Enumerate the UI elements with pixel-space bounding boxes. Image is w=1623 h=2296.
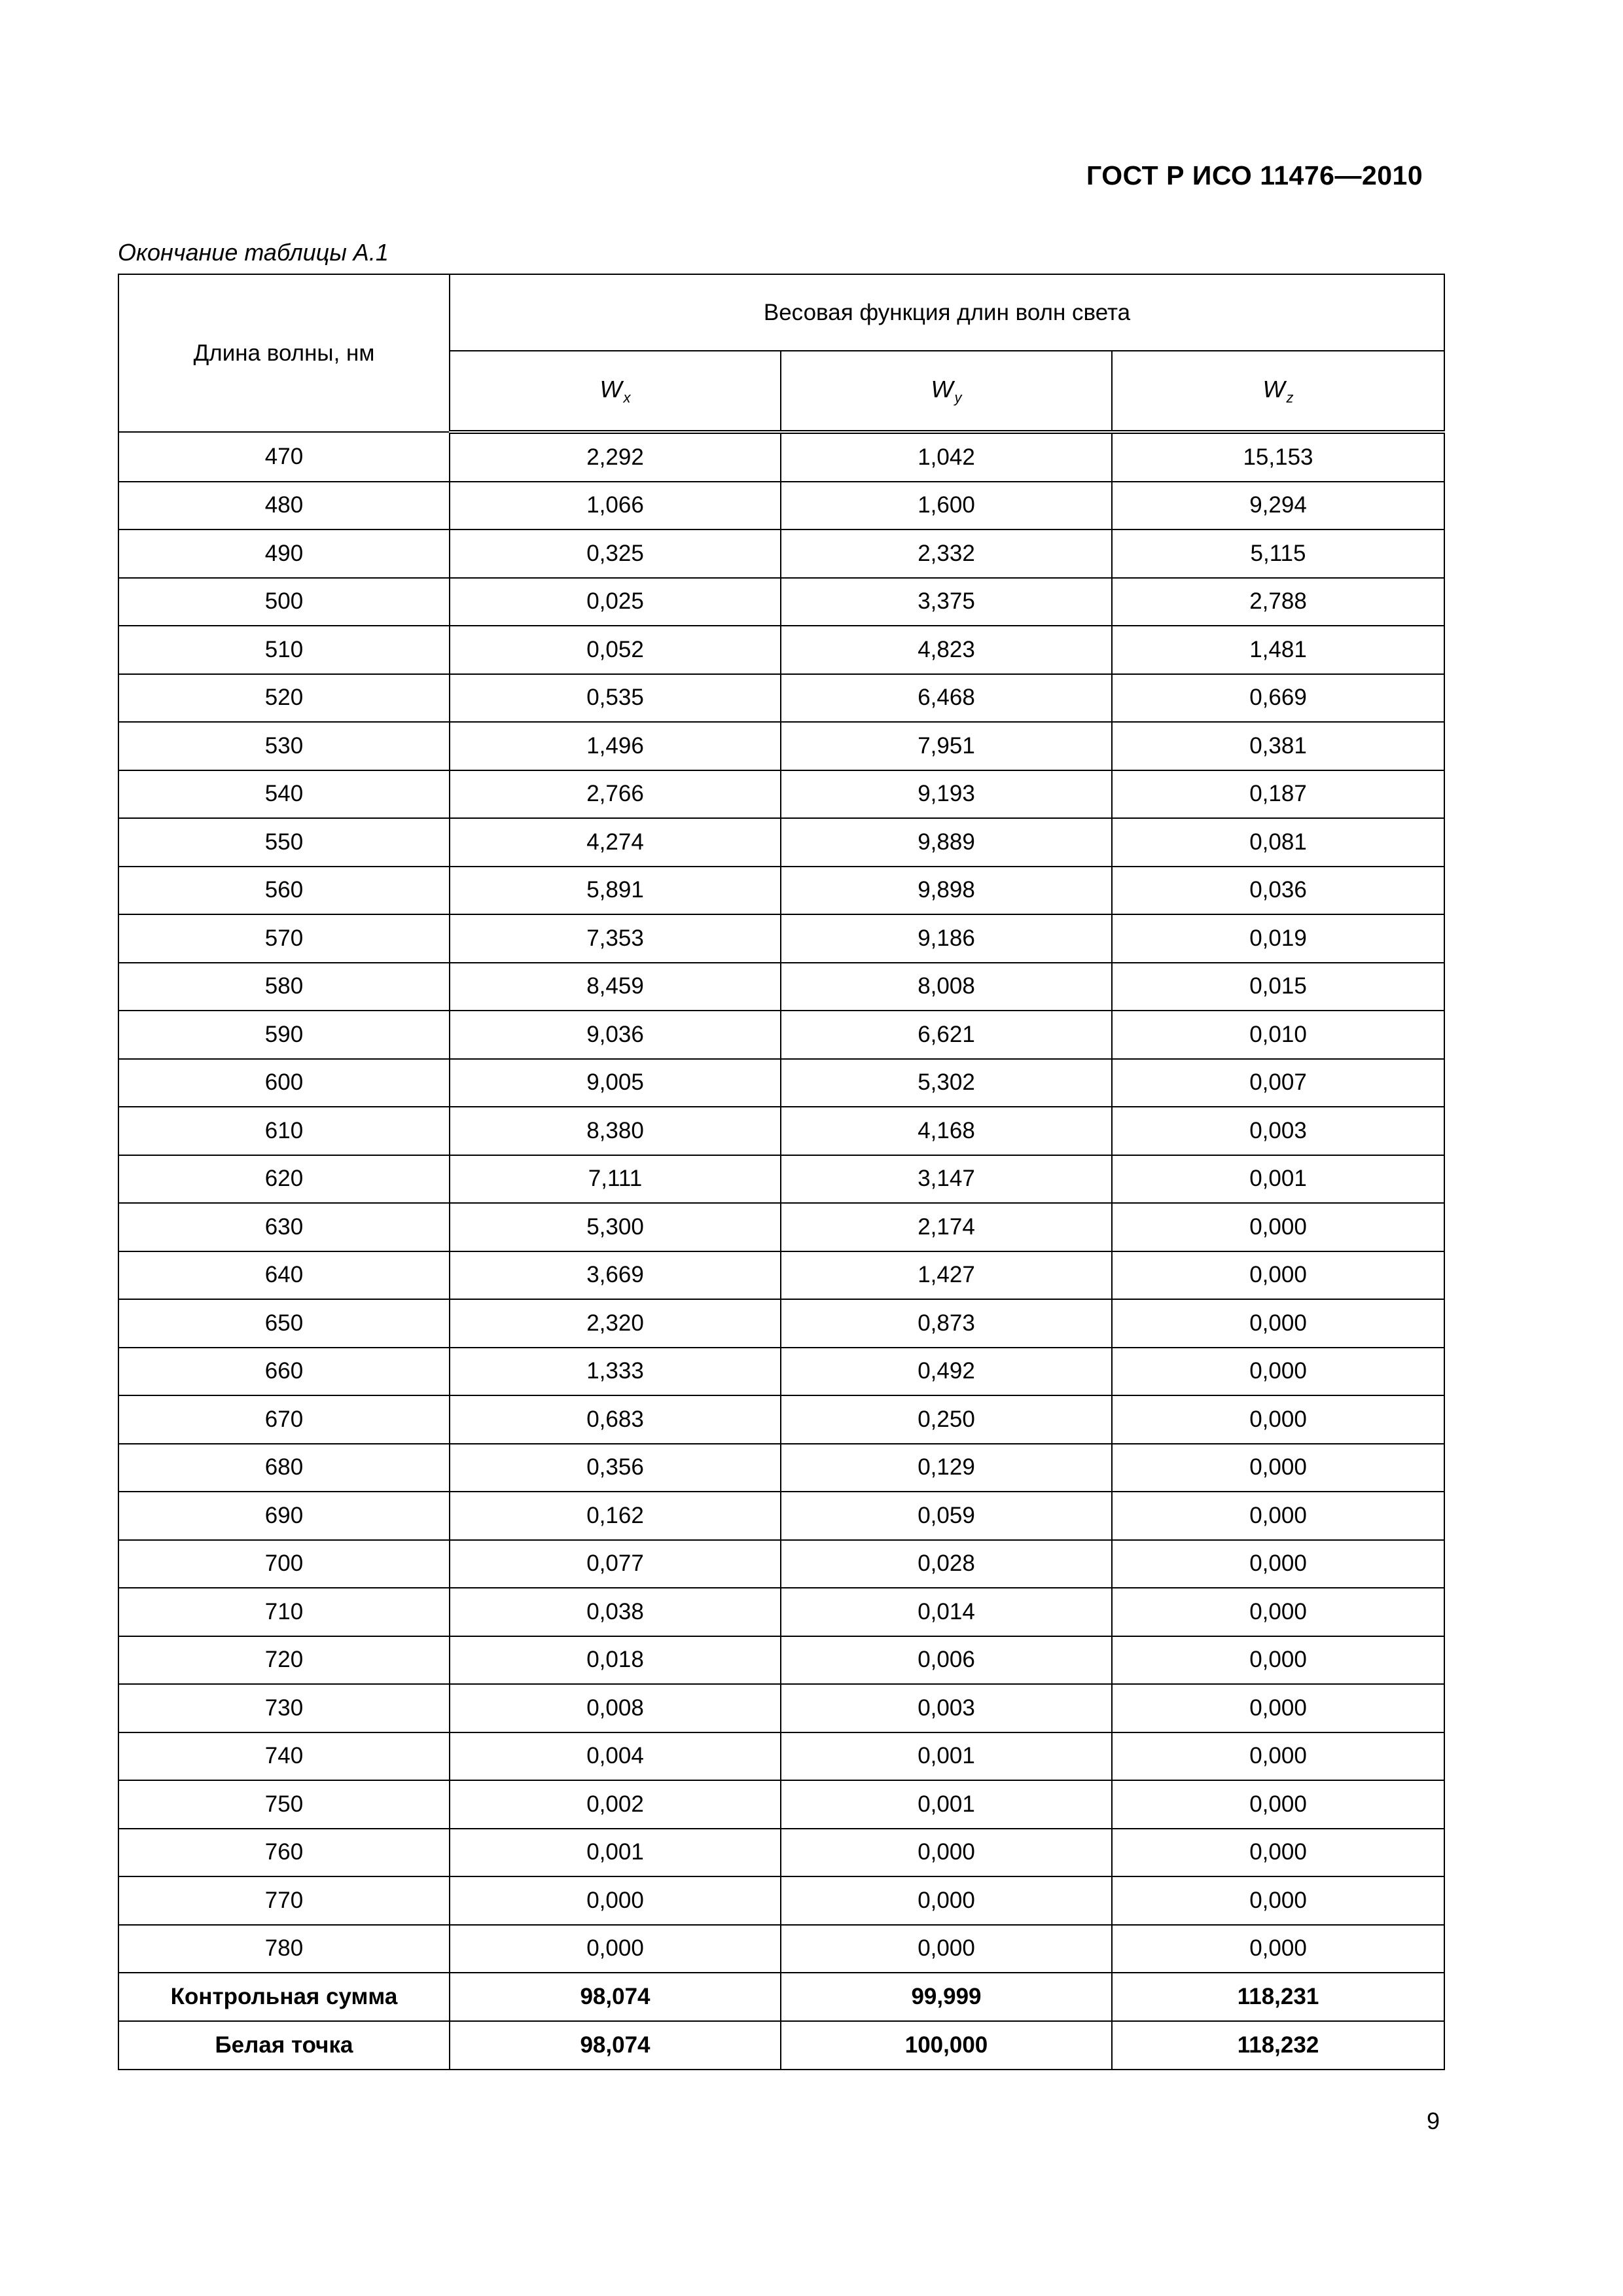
table-cell: 0,000	[1112, 1540, 1444, 1588]
table-cell: 6,621	[781, 1011, 1112, 1059]
table-cell: 770	[118, 1876, 450, 1925]
table-row	[118, 1155, 1444, 1204]
table-cell: 7,111	[450, 1155, 781, 1204]
table-cell: 0,015	[1112, 963, 1444, 1011]
table-cell: 9,005	[450, 1059, 781, 1107]
table-cell: 7,353	[450, 914, 781, 963]
table-cell: 0,129	[781, 1444, 1112, 1492]
table-row	[118, 674, 1444, 723]
header-wy-sub: y	[954, 389, 962, 406]
table-cell: 0,003	[781, 1684, 1112, 1732]
table-cell: 0,002	[450, 1780, 781, 1829]
table-cell: 99,999	[781, 1973, 1112, 2021]
table-cell: 0,000	[781, 1829, 1112, 1877]
table-cell: 730	[118, 1684, 450, 1732]
table-cell: 5,302	[781, 1059, 1112, 1107]
table-cell: 0,006	[781, 1636, 1112, 1685]
table-cell: 630	[118, 1203, 450, 1251]
table-cell: 750	[118, 1780, 450, 1829]
table-cell: 0,250	[781, 1395, 1112, 1444]
table-row	[118, 1059, 1444, 1107]
table-cell: 610	[118, 1107, 450, 1155]
table-cell: 0,162	[450, 1492, 781, 1540]
table-cell: 590	[118, 1011, 450, 1059]
table-row	[118, 1299, 1444, 1348]
table-cell: 740	[118, 1732, 450, 1781]
table-cell: 9,898	[781, 867, 1112, 915]
table-cell: 0,000	[1112, 1829, 1444, 1877]
table-cell: 0,381	[1112, 722, 1444, 770]
table-row	[118, 1540, 1444, 1588]
table-row	[118, 1492, 1444, 1540]
header-wavelength: Длина волны, нм	[118, 274, 450, 432]
table-cell: 480	[118, 482, 450, 530]
summary-row	[118, 2021, 1444, 2070]
table-cell: 0,059	[781, 1492, 1112, 1540]
table-cell: 0,000	[1112, 1203, 1444, 1251]
table-cell: 15,153	[1112, 432, 1444, 482]
table-row	[118, 1251, 1444, 1300]
table-cell: 540	[118, 770, 450, 819]
table-cell: 530	[118, 722, 450, 770]
table-cell: 470	[118, 432, 450, 482]
table-cell: 1,333	[450, 1348, 781, 1396]
table-cell: 3,147	[781, 1155, 1112, 1204]
table-row	[118, 722, 1444, 770]
table-row	[118, 1011, 1444, 1059]
table-cell: 9,036	[450, 1011, 781, 1059]
table-cell: 550	[118, 818, 450, 867]
table-cell: 0,001	[781, 1732, 1112, 1781]
table-row	[118, 1348, 1444, 1396]
table-row	[118, 1780, 1444, 1829]
table-caption: Окончание таблицы А.1	[118, 239, 389, 266]
table-cell: 620	[118, 1155, 450, 1204]
table-cell: 0,325	[450, 529, 781, 578]
table-cell: 4,823	[781, 626, 1112, 674]
table-cell: 4,168	[781, 1107, 1112, 1155]
table-cell: 0,535	[450, 674, 781, 723]
table-cell: 0,001	[1112, 1155, 1444, 1204]
table-cell: 710	[118, 1588, 450, 1636]
table-row	[118, 578, 1444, 626]
table-cell: 2,292	[450, 432, 781, 482]
table-cell: 0,669	[1112, 674, 1444, 723]
table-cell: 9,186	[781, 914, 1112, 963]
table-cell: 2,788	[1112, 578, 1444, 626]
table-cell: 3,375	[781, 578, 1112, 626]
table-cell: 560	[118, 867, 450, 915]
table-cell: 8,008	[781, 963, 1112, 1011]
table-cell: 0,000	[450, 1925, 781, 1973]
table-row	[118, 1203, 1444, 1251]
table-cell: 0,000	[1112, 1492, 1444, 1540]
table-cell: 0,000	[781, 1876, 1112, 1925]
table-cell: 0,038	[450, 1588, 781, 1636]
table-cell: 5,891	[450, 867, 781, 915]
table-row	[118, 1876, 1444, 1925]
table-cell: 5,115	[1112, 529, 1444, 578]
table-cell: 0,019	[1112, 914, 1444, 963]
table-cell: Белая точка	[118, 2021, 450, 2070]
table-cell: 680	[118, 1444, 450, 1492]
table-row	[118, 529, 1444, 578]
table-cell: 0,873	[781, 1299, 1112, 1348]
table-row	[118, 1444, 1444, 1492]
header-weighting-function: Весовая функция длин волн света	[450, 274, 1444, 351]
table-cell: 0,018	[450, 1636, 781, 1685]
table-cell: 0,052	[450, 626, 781, 674]
table-cell: 0,356	[450, 1444, 781, 1492]
table-cell: 0,000	[450, 1876, 781, 1925]
table-cell: 9,294	[1112, 482, 1444, 530]
table-row	[118, 914, 1444, 963]
header-wx-symbol: W	[599, 375, 622, 403]
table-cell: 490	[118, 529, 450, 578]
table-cell: 720	[118, 1636, 450, 1685]
table-cell: 0,001	[450, 1829, 781, 1877]
table-cell: 520	[118, 674, 450, 723]
table-cell: Контрольная сумма	[118, 1973, 450, 2021]
table-cell: 2,766	[450, 770, 781, 819]
table-cell: 0,683	[450, 1395, 781, 1444]
table-cell: 0,000	[1112, 1780, 1444, 1829]
header-wz-sub: z	[1286, 389, 1294, 406]
data-table	[118, 274, 1444, 2070]
table-cell: 100,000	[781, 2021, 1112, 2070]
table-cell: 7,951	[781, 722, 1112, 770]
table-cell: 0,000	[1112, 1251, 1444, 1300]
header-wy	[781, 351, 1112, 432]
table-row	[118, 1395, 1444, 1444]
table-cell: 1,042	[781, 432, 1112, 482]
header-wy-symbol: W	[931, 375, 954, 403]
table-cell: 570	[118, 914, 450, 963]
table-row	[118, 867, 1444, 915]
table-row	[118, 1588, 1444, 1636]
table-cell: 5,300	[450, 1203, 781, 1251]
table-cell: 0,010	[1112, 1011, 1444, 1059]
table-cell: 640	[118, 1251, 450, 1300]
table-row	[118, 1925, 1444, 1973]
table-cell: 1,481	[1112, 626, 1444, 674]
table-cell: 118,231	[1112, 1973, 1444, 2021]
table-cell: 500	[118, 578, 450, 626]
table-cell: 4,274	[450, 818, 781, 867]
table-cell: 0,081	[1112, 818, 1444, 867]
table-cell: 580	[118, 963, 450, 1011]
table-cell: 0,007	[1112, 1059, 1444, 1107]
table-row	[118, 963, 1444, 1011]
table-cell: 3,669	[450, 1251, 781, 1300]
table-cell: 700	[118, 1540, 450, 1588]
header-wx	[450, 351, 781, 432]
table-row	[118, 1107, 1444, 1155]
table-cell: 0,000	[1112, 1925, 1444, 1973]
table-row	[118, 1684, 1444, 1732]
table-cell: 98,074	[450, 2021, 781, 2070]
table-cell: 1,066	[450, 482, 781, 530]
table-cell: 0,036	[1112, 867, 1444, 915]
table-cell: 510	[118, 626, 450, 674]
table-cell: 98,074	[450, 1973, 781, 2021]
table-cell: 600	[118, 1059, 450, 1107]
table-cell: 0,003	[1112, 1107, 1444, 1155]
table-cell: 0,492	[781, 1348, 1112, 1396]
table-row	[118, 432, 1444, 482]
table-cell: 6,468	[781, 674, 1112, 723]
table-cell: 670	[118, 1395, 450, 1444]
summary-row	[118, 1973, 1444, 2021]
table-cell: 8,380	[450, 1107, 781, 1155]
table-cell: 0,014	[781, 1588, 1112, 1636]
table-cell: 0,004	[450, 1732, 781, 1781]
table-row	[118, 770, 1444, 819]
table-cell: 0,000	[1112, 1348, 1444, 1396]
table-cell: 660	[118, 1348, 450, 1396]
table-row	[118, 818, 1444, 867]
table-cell: 690	[118, 1492, 450, 1540]
table-cell: 650	[118, 1299, 450, 1348]
table-cell: 118,232	[1112, 2021, 1444, 2070]
table-row	[118, 626, 1444, 674]
table-cell: 0,000	[1112, 1299, 1444, 1348]
table-cell: 760	[118, 1829, 450, 1877]
table-cell: 0,000	[1112, 1684, 1444, 1732]
table-cell: 0,025	[450, 578, 781, 626]
table-cell: 0,000	[1112, 1876, 1444, 1925]
table-cell: 1,496	[450, 722, 781, 770]
table-cell: 8,459	[450, 963, 781, 1011]
table-cell: 0,000	[1112, 1636, 1444, 1685]
table-row	[118, 1732, 1444, 1781]
table-row	[118, 482, 1444, 530]
table-row	[118, 1829, 1444, 1877]
table-cell: 0,000	[781, 1925, 1112, 1973]
table-cell: 0,000	[1112, 1444, 1444, 1492]
table-cell: 9,193	[781, 770, 1112, 819]
table-cell: 0,000	[1112, 1732, 1444, 1781]
table-body	[118, 432, 1444, 2070]
table-cell: 0,187	[1112, 770, 1444, 819]
table-cell: 0,000	[1112, 1588, 1444, 1636]
table-cell: 1,600	[781, 482, 1112, 530]
table-cell: 780	[118, 1925, 450, 1973]
page-number: 9	[1427, 2108, 1440, 2134]
table-cell: 2,332	[781, 529, 1112, 578]
table-cell: 0,000	[1112, 1395, 1444, 1444]
header-wz-symbol: W	[1262, 375, 1285, 403]
table-cell: 0,008	[450, 1684, 781, 1732]
header-wx-sub: x	[623, 389, 631, 406]
document-header: ГОСТ Р ИСО 11476—2010	[1086, 160, 1423, 190]
table-cell: 2,174	[781, 1203, 1112, 1251]
table-cell: 0,001	[781, 1780, 1112, 1829]
table-cell: 9,889	[781, 818, 1112, 867]
table-cell: 2,320	[450, 1299, 781, 1348]
table-cell: 1,427	[781, 1251, 1112, 1300]
table-row	[118, 1636, 1444, 1685]
table-cell: 0,028	[781, 1540, 1112, 1588]
header-wz	[1112, 351, 1444, 432]
table-cell: 0,077	[450, 1540, 781, 1588]
